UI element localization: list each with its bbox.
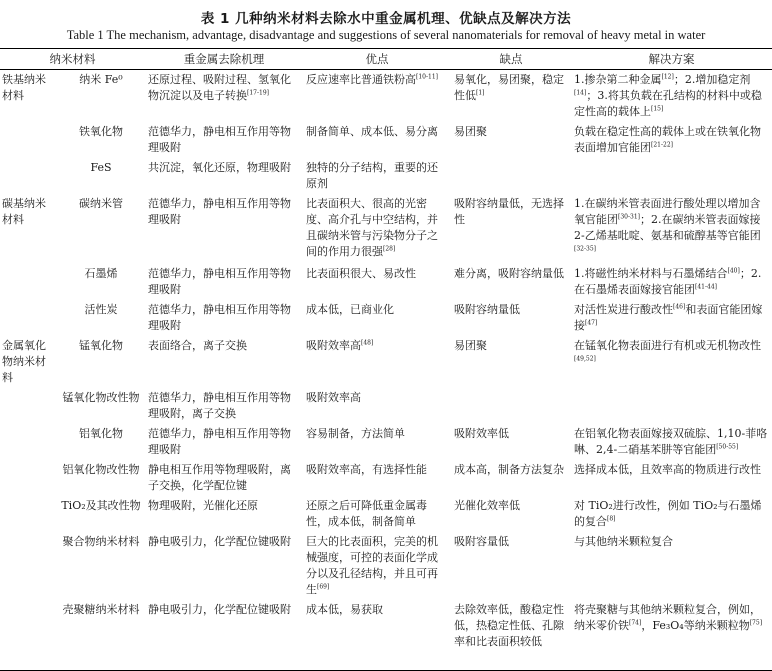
mechanism-cell: 静电相互作用等物理吸附，离子交换，化学配位键	[148, 463, 291, 492]
header-mechanism: 重金属去除机理	[145, 49, 303, 70]
table-row	[0, 460, 772, 496]
solution-cell: 对 TiO₂进行改性，例如 TiO₂与石墨烯的复合[8]	[574, 499, 762, 528]
solution-cell: 在铝氧化物表面嫁接双硫腙、1,10-菲咯啉、2,4-二硝基苯肼等官能团[50-55]	[574, 427, 768, 456]
disadvantage-cell: 易团聚	[454, 339, 487, 352]
disadvantage-cell	[451, 388, 571, 424]
table-row	[0, 336, 772, 388]
disadvantage-cell: 吸附容纳量低，无选择性	[454, 197, 564, 226]
category-cell	[0, 600, 57, 670]
material-cell: 石墨烯	[84, 267, 118, 280]
material-cell: 锰氧化物改性物	[62, 391, 140, 404]
category-cell	[0, 300, 57, 336]
header-solution: 解决方案	[571, 49, 772, 70]
mechanism-cell: 范德华力，静电相互作用等物理吸附	[148, 303, 291, 332]
table-row	[0, 600, 772, 670]
mechanism-cell: 物理吸附，光催化还原	[148, 499, 258, 512]
advantage-cell: 吸附效率高	[306, 391, 361, 404]
table-row	[0, 424, 772, 460]
disadvantage-cell	[451, 158, 571, 194]
mechanism-cell: 范德华力，静电相互作用等物理吸附	[148, 267, 291, 296]
advantage-cell: 还原之后可降低重金属毒性，成本低，制备简单	[306, 499, 427, 528]
advantage-cell: 吸附效率高，有选择性能	[306, 463, 427, 476]
advantage-cell: 比表面积很大、易改性	[306, 267, 416, 280]
disadvantage-cell: 难分离，吸附容纳量低	[454, 267, 564, 280]
mechanism-cell: 表面络合，离子交换	[148, 339, 247, 352]
advantage-cell: 吸附效率高[48]	[306, 339, 374, 352]
disadvantage-cell: 易氧化，易团聚，稳定性低[1]	[454, 73, 564, 102]
solution-cell: 1.将磁性纳米材料与石墨烯结合[40]；2.在石墨烯表面嫁接官能团[41-44]	[574, 267, 762, 296]
category-cell: 铁基纳米材料	[2, 73, 46, 102]
solution-cell: 对活性炭进行酸改性[46]和表面官能团嫁接[47]	[574, 303, 763, 332]
category-cell	[0, 264, 57, 300]
material-cell: FeS	[90, 161, 112, 174]
mechanism-cell: 静电吸引力，化学配位键吸附	[148, 535, 291, 548]
header-material: 纳米材料	[0, 49, 145, 70]
table-row	[0, 300, 772, 336]
table-row	[0, 496, 772, 532]
mechanism-cell: 范德华力，静电相互作用等物理吸附	[148, 197, 291, 226]
category-cell	[0, 424, 57, 460]
mechanism-cell: 共沉淀，氧化还原，物理吸附	[148, 161, 291, 174]
table-row	[0, 264, 772, 300]
material-cell: 纳米 Fe⁰	[79, 73, 123, 86]
material-cell: 铝氧化物	[79, 427, 123, 440]
mechanism-cell: 还原过程、吸附过程、氢氧化物沉淀以及电子转换[17-19]	[148, 73, 291, 102]
category-cell	[0, 460, 57, 496]
table-row	[0, 532, 772, 600]
disadvantage-cell: 去除效率低，酸稳定性低，热稳定性低、孔隙率和比表面积较低	[451, 600, 571, 670]
solution-cell: 1.掺杂第二种金属[12]；2.增加稳定剂[14]；3.将其负载在孔结构的材料中或稳定性高的载体上[15]	[574, 73, 762, 118]
disadvantage-cell: 吸附效率低	[454, 427, 509, 440]
advantage-cell: 成本低，易获取	[303, 600, 451, 670]
advantage-cell: 反应速率比普通铁粉高[10-11]	[306, 73, 438, 86]
solution-cell: 1.在碳纳米管表面进行酸处理以增加含氧官能团[30-31]；2.在碳纳米管表面嫁接 2-乙烯基吡啶、氨基和硫醇基等官能团[32-35]	[574, 197, 761, 253]
disadvantage-cell: 成本高，制备方法复杂	[454, 463, 564, 476]
material-cell: 锰氧化物	[79, 339, 123, 352]
table-title-english: Table 1 The mechanism, advantage, disadvantage and suggestions of several nanomaterials for removal of heavy metal in water	[66, 28, 706, 42]
material-cell: 铁氧化物	[79, 125, 123, 138]
advantage-cell: 独特的分子结构，重要的还原剂	[306, 161, 438, 190]
category-cell	[0, 388, 57, 424]
solution-cell	[571, 158, 772, 194]
category-cell: 金属氧化物纳米材料	[2, 339, 46, 384]
material-cell: TiO₂及其改性物	[61, 499, 141, 512]
header-advantage: 优点	[303, 49, 451, 70]
advantage-cell: 容易制备，方法简单	[306, 427, 405, 440]
table-row	[0, 194, 772, 264]
disadvantage-cell: 吸附容纳量低	[454, 303, 520, 316]
table-row	[0, 122, 772, 158]
category-cell	[0, 496, 57, 532]
category-cell	[0, 532, 57, 600]
table-row	[0, 70, 772, 123]
advantage-cell: 巨大的比表面积，完美的机械强度，可控的表面化学成分以及孔径结构，并且可再生[69]	[306, 535, 438, 596]
solution-cell: 与其他纳米颗粒复合	[574, 535, 673, 548]
mechanism-cell: 范德华力，静电相互作用等物理吸附	[148, 125, 291, 154]
solution-cell: 在锰氧化物表面进行有机或无机物改性[49,52]	[574, 339, 761, 363]
table-row	[0, 158, 772, 194]
material-cell: 铝氧化物改性物	[62, 463, 140, 476]
nanomaterials-table	[0, 48, 772, 671]
material-cell: 聚合物纳米材料	[62, 535, 140, 548]
solution-cell: 负载在稳定性高的载体上或在铁氧化物表面增加官能团[21-22]	[574, 125, 761, 154]
material-cell: 活性炭	[84, 303, 118, 316]
solution-cell: 选择成本低，且效率高的物质进行改性	[574, 463, 761, 476]
disadvantage-cell: 吸附容量低	[454, 535, 509, 548]
category-cell: 碳基纳米材料	[2, 197, 46, 226]
category-cell	[0, 122, 57, 158]
mechanism-cell: 范德华力，静电相互作用等物理吸附	[148, 427, 291, 456]
header-row	[0, 49, 772, 70]
table-row	[0, 388, 772, 424]
advantage-cell: 比表面积大、很高的光密度、高介孔与中空结构，并且碳纳米管与污染物分子之间的作用力很强[28]	[306, 197, 438, 258]
material-cell: 碳纳米管	[79, 197, 123, 210]
header-disadvantage: 缺点	[451, 49, 571, 70]
disadvantage-cell: 易团聚	[454, 125, 487, 138]
solution-cell: 将壳聚糖与其他纳米颗粒复合，例如，纳米零价铁[74]，Fe₃O₄等纳米颗粒物[75]	[571, 600, 772, 670]
category-cell	[0, 158, 57, 194]
material-cell: 壳聚糖纳米材料	[57, 600, 145, 670]
solution-cell	[571, 388, 772, 424]
mechanism-cell: 静电吸引力，化学配位键吸附	[145, 600, 303, 670]
advantage-cell: 成本低，已商业化	[306, 303, 394, 316]
mechanism-cell: 范德华力，静电相互作用等物理吸附，离子交换	[148, 391, 291, 420]
advantage-cell: 制备简单、成本低、易分离	[306, 125, 438, 138]
table-title-chinese: 表 1 几种纳米材料去除水中重金属机理、优缺点及解决方法	[200, 11, 572, 27]
disadvantage-cell: 光催化效率低	[454, 499, 520, 512]
